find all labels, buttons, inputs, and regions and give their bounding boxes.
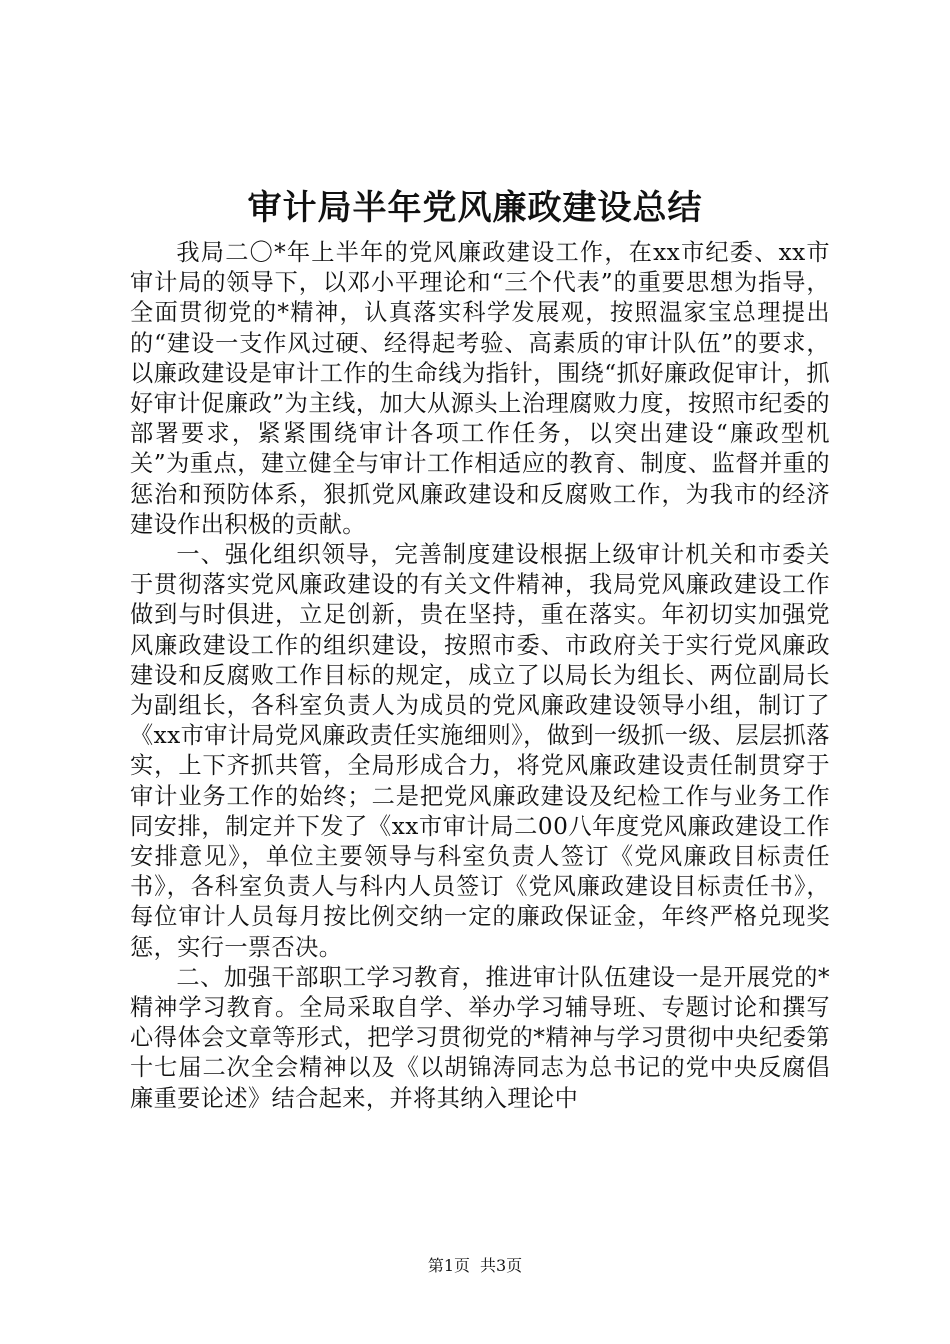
page-total: 共3页 — [480, 1256, 523, 1275]
paragraph-section-2: 二、加强干部职工学习教育，推进审计队伍建设一是开展党的*精神学习教育。全局采取自学、举办学习辅导班、专题讨论和撰写心得体会文章等形式，把学习贯彻党的*精神与学习贯彻中央纪委第十七届二次全会精神以及《以胡锦涛同志为总书记的党中央反腐倡廉重要论述》结合起来，并将其纳入理论中 — [130, 963, 830, 1112]
paragraph-section-1: 一、强化组织领导，完善制度建设根据上级审计机关和市委关于贯彻落实党风廉政建设的有关文件精神，我局党风廉政建设工作做到与时俱进，立足创新，贵在坚持，重在落实。年初切实加强党风廉政建设工作的组织建设，按照市委、市政府关于实行党风廉政建设和反腐败工作目标的规定，成立了以局长为组长、两位副局长为副组长，各科室负责人为成员的党风廉政建设领导小组，制订了《xx市审计局党风廉政责任实施细则》，做到一级抓一级、层层抓落实，上下齐抓共管，全局形成合力，将党风廉政建设责任制贯穿于审计业务工作的始终；二是把党风廉政建设及纪检工作与业务工作同安排，制定并下发了《xx市审计局二00八年度党风廉政建设工作安排意见》，单位主要领导与科室负责人签订《党风廉政目标责任书》，各科室负责人与科内人员签订《党风廉政建设目标责任书》，每位审计人员每月按比例交纳一定的廉政保证金，年终严格兑现奖惩，实行一票否决。 — [130, 541, 830, 961]
paragraph-intro: 我局二〇*年上半年的党风廉政建设工作，在xx市纪委、xx市审计局的领导下，以邓小平理论和“三个代表”的重要思想为指导，全面贯彻党的*精神，认真落实科学发展观，按照温家宝总理提出的“建设一支作风过硬、经得起考验、高素质的审计队伍”的要求，以廉政建设是审计工作的生命线为指针，围绕“抓好廉政促审计，抓好审计促廉政”为主线，加大从源头上治理腐败力度，按照市纪委的部署要求，紧紧围绕审计各项工作任务，以突出建设“廉政型机关”为重点，建立健全与审计工作相适应的教育、制度、监督并重的惩治和预防体系，狠抓党风廉政建设和反腐败工作，为我市的经济建设作出积极的贡献。 — [130, 239, 830, 538]
document-title: 审计局半年党风廉政建设总结 — [247, 188, 703, 228]
page-footer — [0, 1255, 950, 1277]
document-body — [130, 238, 830, 1114]
page-number: 第1页 — [427, 1256, 470, 1275]
